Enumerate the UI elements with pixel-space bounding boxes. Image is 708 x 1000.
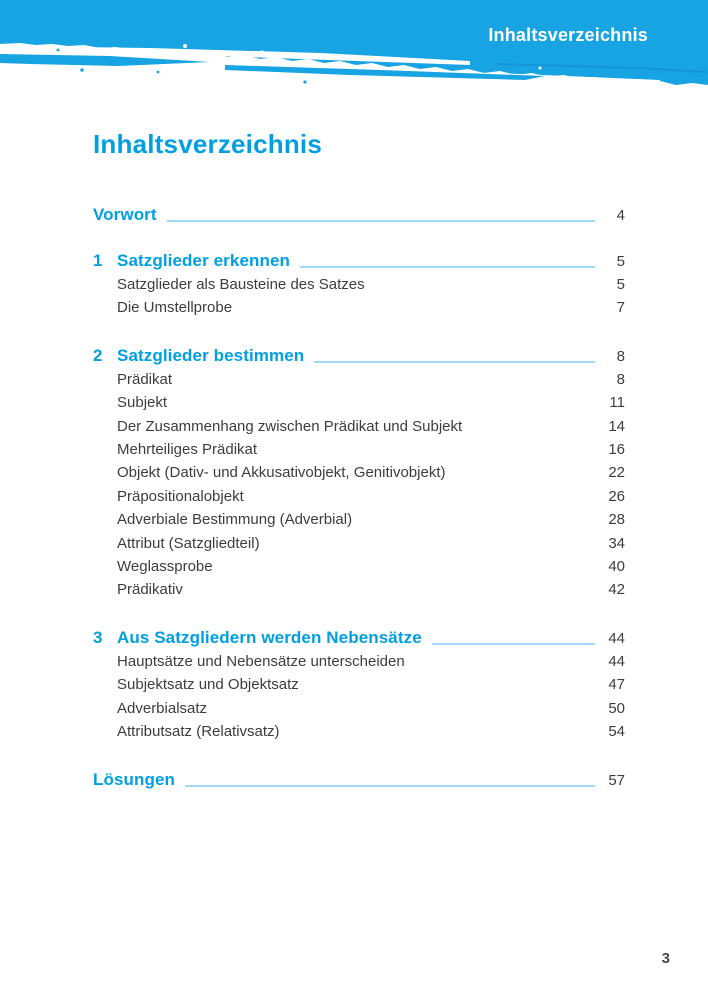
toc-sub-page: 40	[608, 558, 625, 576]
toc-sub-spacer	[260, 532, 603, 555]
toc-sub-spacer	[299, 673, 603, 696]
toc-section-label: Satzglieder bestimmen	[117, 345, 305, 365]
toc-sub-label: Hauptsätze und Nebensätze unterscheiden	[117, 652, 405, 670]
toc-sub-label: Weglassprobe	[117, 558, 213, 576]
toc-sub-page: 54	[608, 723, 625, 741]
toc-leader-rule	[300, 266, 595, 268]
toc-sub-spacer	[207, 697, 603, 720]
toc-sub-list	[93, 368, 625, 602]
footer-page-number: 3	[661, 950, 670, 967]
toc-section-page: 5	[616, 253, 625, 270]
toc-sub-spacer	[445, 461, 603, 484]
toc-section-entry	[93, 205, 625, 225]
toc-sub-spacer	[462, 415, 603, 438]
toc-sub-label: Satzglieder als Bausteine des Satzes	[117, 276, 365, 293]
toc-sub-list	[93, 273, 625, 320]
toc-sub-entry	[93, 461, 625, 484]
toc-sub-spacer	[352, 508, 603, 531]
toc-sub-page: 8	[616, 370, 625, 388]
toc-sub-spacer	[232, 296, 603, 319]
toc-sub-spacer	[244, 485, 603, 508]
toc-sub-entry	[93, 578, 625, 601]
toc-sub-page: 26	[608, 487, 625, 505]
toc-sub-entry	[93, 555, 625, 578]
toc-sub-page: 14	[608, 417, 625, 435]
toc-sub-entry	[93, 415, 625, 438]
toc-sub-label: Attributsatz (Relativsatz)	[117, 723, 280, 741]
toc-sub-page: 22	[608, 464, 625, 482]
toc-sub-label: Die Umstellprobe	[117, 299, 233, 317]
toc-sub-label: Prädikat	[117, 370, 173, 388]
toc-sub-page: 28	[608, 511, 625, 529]
toc-sub-entry	[93, 273, 625, 296]
toc-sub-page: 42	[608, 581, 625, 599]
toc-sub-label: Subjekt	[117, 394, 168, 412]
toc-leader-rule	[167, 220, 595, 222]
toc-sub-spacer	[172, 368, 603, 391]
toc-sub-entry	[93, 296, 625, 319]
toc-section-label: Aus Satzgliedern werden Nebensätze	[117, 627, 422, 647]
toc-sub-spacer	[280, 720, 603, 743]
toc-sub-entry	[93, 485, 625, 508]
toc-sub-page: 50	[608, 699, 625, 717]
toc-section-entry	[93, 251, 625, 271]
toc-sub-entry	[93, 720, 625, 743]
toc-sub-label: Subjektsatz und Objektsatz	[117, 676, 299, 694]
toc-sub-entry	[93, 391, 625, 414]
toc-sub-page: 7	[616, 299, 625, 317]
toc-sub-page: 5	[616, 276, 625, 293]
toc-section-entry	[93, 346, 625, 366]
toc-section-number: 3	[93, 627, 103, 647]
toc-sub-label: Objekt (Dativ- und Akkusativobjekt, Genitivobjekt)	[117, 464, 446, 482]
toc-sub-entry	[93, 508, 625, 531]
toc-leader-rule	[432, 643, 595, 645]
toc-list	[93, 205, 625, 790]
toc-section-label: Lösungen	[93, 769, 176, 789]
toc-sub-page: 11	[609, 394, 625, 412]
toc-sub-list	[93, 650, 625, 744]
toc-sub-label: Adverbialsatz	[117, 699, 208, 717]
toc-sub-page: 44	[608, 652, 625, 670]
toc-section-page: 8	[616, 347, 625, 365]
toc-section-number: 2	[93, 345, 103, 365]
toc-sub-page: 16	[608, 441, 625, 459]
toc-sub-page: 47	[608, 676, 625, 694]
toc-leader-rule	[185, 785, 595, 787]
toc-sub-entry	[93, 673, 625, 696]
toc-section-entry	[93, 770, 625, 790]
toc-sub-entry	[93, 697, 625, 720]
toc-sub-label: Mehrteiliges Prädikat	[117, 441, 258, 459]
toc-section-page: 44	[608, 629, 625, 647]
toc-section-entry	[93, 628, 625, 648]
toc-sub-spacer	[365, 273, 603, 296]
toc-leader-rule	[314, 361, 595, 363]
toc-sub-page: 34	[608, 534, 625, 552]
header-band-label: Inhaltsverzeichnis	[488, 25, 648, 45]
toc-section-page: 4	[616, 207, 625, 224]
toc-sub-spacer	[167, 391, 603, 414]
toc-sub-label: Der Zusammenhang zwischen Prädikat und Subjekt	[117, 417, 463, 435]
toc-sub-entry	[93, 650, 625, 673]
toc-sub-label: Attribut (Satzgliedteil)	[117, 534, 260, 552]
toc-section-label: Vorwort	[93, 205, 157, 224]
toc-section-page: 57	[608, 771, 625, 789]
toc-sub-entry	[93, 438, 625, 461]
toc-sub-label: Präpositionalobjekt	[117, 487, 244, 505]
toc-sub-spacer	[405, 650, 603, 673]
toc-sub-spacer	[213, 555, 603, 578]
toc-section-label: Satzglieder erkennen	[117, 251, 291, 270]
toc-section-number: 1	[93, 251, 103, 270]
toc-sub-spacer	[257, 438, 603, 461]
page-title: Inhaltsverzeichnis	[93, 129, 323, 159]
toc-sub-label: Prädikativ	[117, 581, 183, 599]
toc-sub-entry	[93, 532, 625, 555]
toc-sub-entry	[93, 368, 625, 391]
toc-sub-spacer	[183, 578, 603, 601]
toc-sub-label: Adverbiale Bestimmung (Adverbial)	[117, 511, 353, 529]
